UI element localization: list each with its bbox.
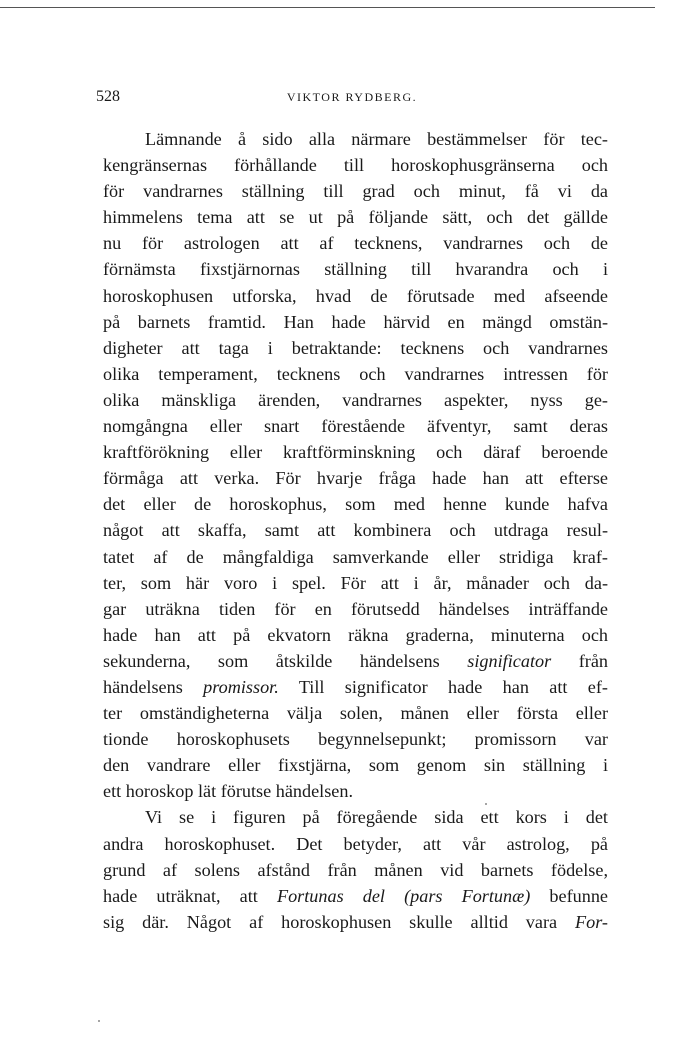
text-line [103,674,608,700]
text-line: andra horoskophuset. Det betyder, att vår astrolog, på [103,833,608,854]
line-text: Till significator hade han att ef- [278,676,608,697]
paragraph-2 [103,804,608,934]
text-line: nomgångna eller snart förestående äfventyr, samt deras [103,416,608,437]
text-line: olika mänskliga ärenden, vandrarnes aspekter, nyss ge- [103,389,608,410]
text-line: för vandrarnes ställning till grad och minut, få vi da [103,181,608,202]
text-line: något att skaffa, samt att kombinera och utdraga resul- [103,520,608,541]
line-text: befunne [530,885,608,906]
text-line [103,909,608,935]
text-line: olika temperament, tecknens och vandrarnes intressen för [103,363,608,384]
text-line: horoskophusen utforska, hvad de förutsade med afseende [103,285,608,306]
text-line [103,883,608,909]
text-line: kengränsernas förhållande till horoskophusgränserna och [103,155,608,176]
ink-speck [98,1020,100,1022]
text-line: Lämnande å sido alla närmare bestämmelser för tec- [145,129,608,149]
page-header [96,88,608,110]
text-line: den vandrare eller fixstjärna, som genom sin ställning i [103,755,608,776]
line-text: sig där. Något af horoskophusen skulle alltid vara [103,911,576,932]
italic-term-fortunas-del: Fortunas del (pars Fortunæ) [276,885,531,906]
page-number: 528 [96,88,120,105]
italic-term-fortuna: For- [575,911,608,932]
text-line: förnämsta fixstjärnornas ställning till hvarandra och i [103,259,608,280]
text-line: förmåga att verka. För hvarje fråga hade han att efterse [103,468,608,489]
text-line: ter omständigheterna välja solen, månen eller första eller [103,703,608,724]
line-text: från [551,650,609,671]
text-line: ter, som här voro i spel. För att i år, månader och da- [103,572,608,593]
text-line [103,648,608,674]
ink-speck [485,803,487,805]
text-line: gar uträkna tiden för en förutsedd händelses inträffande [103,598,608,619]
text-line: tatet af de mångfaldiga samverkande eller stridiga kraf- [103,546,608,567]
text-line: nu för astrologen att af tecknens, vandrarnes och de [103,233,608,254]
running-title: VIKTOR RYDBERG. [286,90,418,104]
text-line: tionde horoskophusets begynnelsepunkt; promissorn var [103,729,608,750]
line-text: hade uträknat, att [103,885,277,906]
text-line: hade han att på ekvatorn räkna graderna, minuterna och [103,624,608,645]
text-line: på barnets framtid. Han hade härvid en mängd omstän- [103,311,608,332]
text-line: digheter att taga i betraktande: tecknens och vandrarnes [103,337,608,358]
text-line: det eller de horoskophus, som med henne kunde hafva [103,494,608,515]
italic-term-promissor: promissor. [203,676,279,697]
line-text: sekunderna, som åtskilde händelsens [103,650,468,671]
body-text [103,126,608,935]
text-line: grund af solens afstånd från månen vid barnets födelse, [103,859,608,880]
line-text: händelsens [103,676,204,697]
top-edge-rule [0,7,655,8]
text-line: himmelens tema att se ut på följande sätt, och det gällde [103,207,608,228]
text-line: ett horoskop lät förutse händelsen. [103,781,354,802]
italic-term-significator: significator [467,650,552,671]
text-line: kraftförökning eller kraftförminskning och däraf beroende [103,442,608,463]
text-line: Vi se i figuren på föregående sida ett kors i det [145,807,608,828]
paragraph-1 [103,126,608,804]
